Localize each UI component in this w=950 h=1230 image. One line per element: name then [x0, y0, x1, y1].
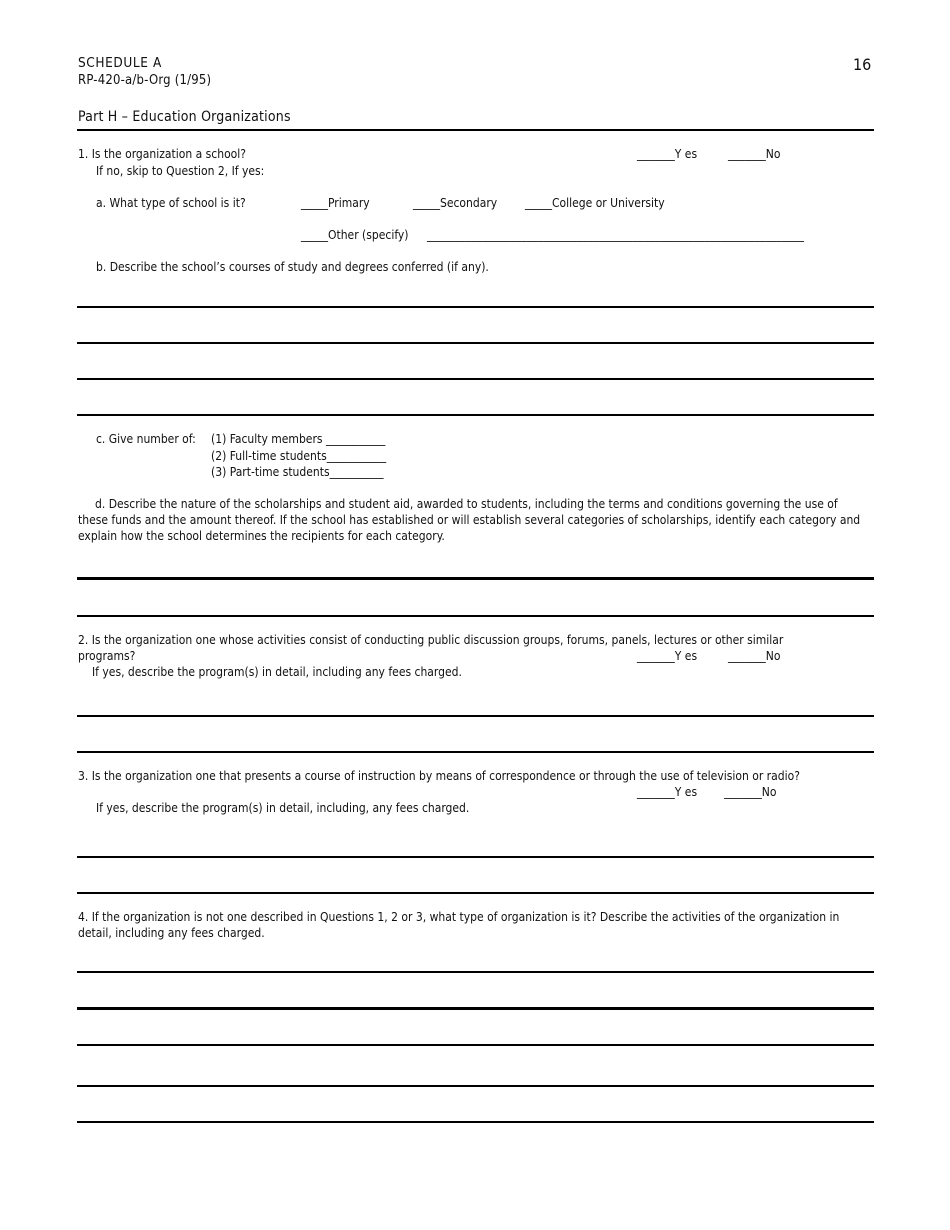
q2-question: 2. Is the organization one whose activities consist of conducting public discussion groups, forums, panels, lectures or other similar programs?: [78, 633, 784, 663]
answer-line[interactable]: [77, 751, 874, 753]
answer-line[interactable]: [77, 1044, 874, 1046]
answer-line[interactable]: [77, 892, 874, 894]
q3-yes-field[interactable]: _______Y es: [637, 785, 698, 799]
answer-line[interactable]: [77, 342, 874, 344]
faculty-members-field[interactable]: (1) Faculty members ___________: [211, 432, 386, 446]
q3-followup: If yes, describe the program(s) in detail, including, any fees charged.: [96, 801, 470, 815]
answer-line[interactable]: [77, 378, 874, 380]
q2-followup: If yes, describe the program(s) in detail, including any fees charged.: [92, 665, 462, 679]
answer-line[interactable]: [77, 1121, 874, 1123]
answer-line[interactable]: [77, 577, 874, 580]
q3-question: 3. Is the organization one that presents a course of instruction by means of correspondence or through the use of television or radio?: [78, 769, 800, 783]
option-primary[interactable]: _____Primary: [301, 196, 370, 210]
answer-line[interactable]: [77, 414, 874, 416]
q2-no-field[interactable]: _______No: [728, 649, 781, 663]
q1-no-field[interactable]: _______No: [728, 147, 781, 161]
q1d-question: d. Describe the nature of the scholarships and student aid, awarded to students, including the terms and conditions governing the use of these funds and the amount thereof. If the school has established or will establish several categories of scholarships, identify each category and explain how the school determines the recipients for each category.: [78, 497, 861, 543]
page-number: 16: [853, 55, 872, 74]
q4-question: 4. If the organization is not one described in Questions 1, 2 or 3, what type of organization is it? Describe the activities of the organization in detail, including any fees charged.: [78, 910, 840, 940]
option-secondary[interactable]: _____Secondary: [413, 196, 498, 210]
title-rule: [77, 129, 874, 131]
option-other[interactable]: _____Other (specify): [301, 228, 409, 242]
q2-yes-field[interactable]: _______Y es: [637, 649, 698, 663]
full-time-students-field[interactable]: (2) Full-time students___________: [211, 449, 387, 463]
answer-line[interactable]: [77, 306, 874, 308]
q1c-intro: c. Give number of:: [96, 432, 196, 446]
part-title: Part H – Education Organizations: [78, 109, 291, 125]
answer-line[interactable]: [77, 971, 874, 973]
q1-yes-field[interactable]: _______Y es: [637, 147, 698, 161]
answer-line[interactable]: [77, 715, 874, 717]
other-specify-line[interactable]: ____________________________________________________________________: [427, 228, 805, 242]
answer-line[interactable]: [77, 615, 874, 617]
q1-question: 1. Is the organization a school?: [78, 147, 247, 161]
q1-skip-note: If no, skip to Question 2, If yes:: [96, 164, 265, 178]
answer-line[interactable]: [77, 856, 874, 858]
part-time-students-field[interactable]: (3) Part-time students__________: [211, 465, 384, 479]
answer-line[interactable]: [77, 1085, 874, 1087]
schedule-label: SCHEDULE A: [78, 55, 162, 71]
q1a-question: a. What type of school is it?: [96, 196, 246, 210]
form-code: RP-420-a/b-Org (1/95): [78, 73, 212, 88]
answer-line[interactable]: [77, 1007, 874, 1010]
q3-no-field[interactable]: _______No: [724, 785, 777, 799]
q1b-question: b. Describe the school’s courses of study and degrees conferred (if any).: [96, 260, 489, 274]
option-college[interactable]: _____College or University: [525, 196, 665, 210]
